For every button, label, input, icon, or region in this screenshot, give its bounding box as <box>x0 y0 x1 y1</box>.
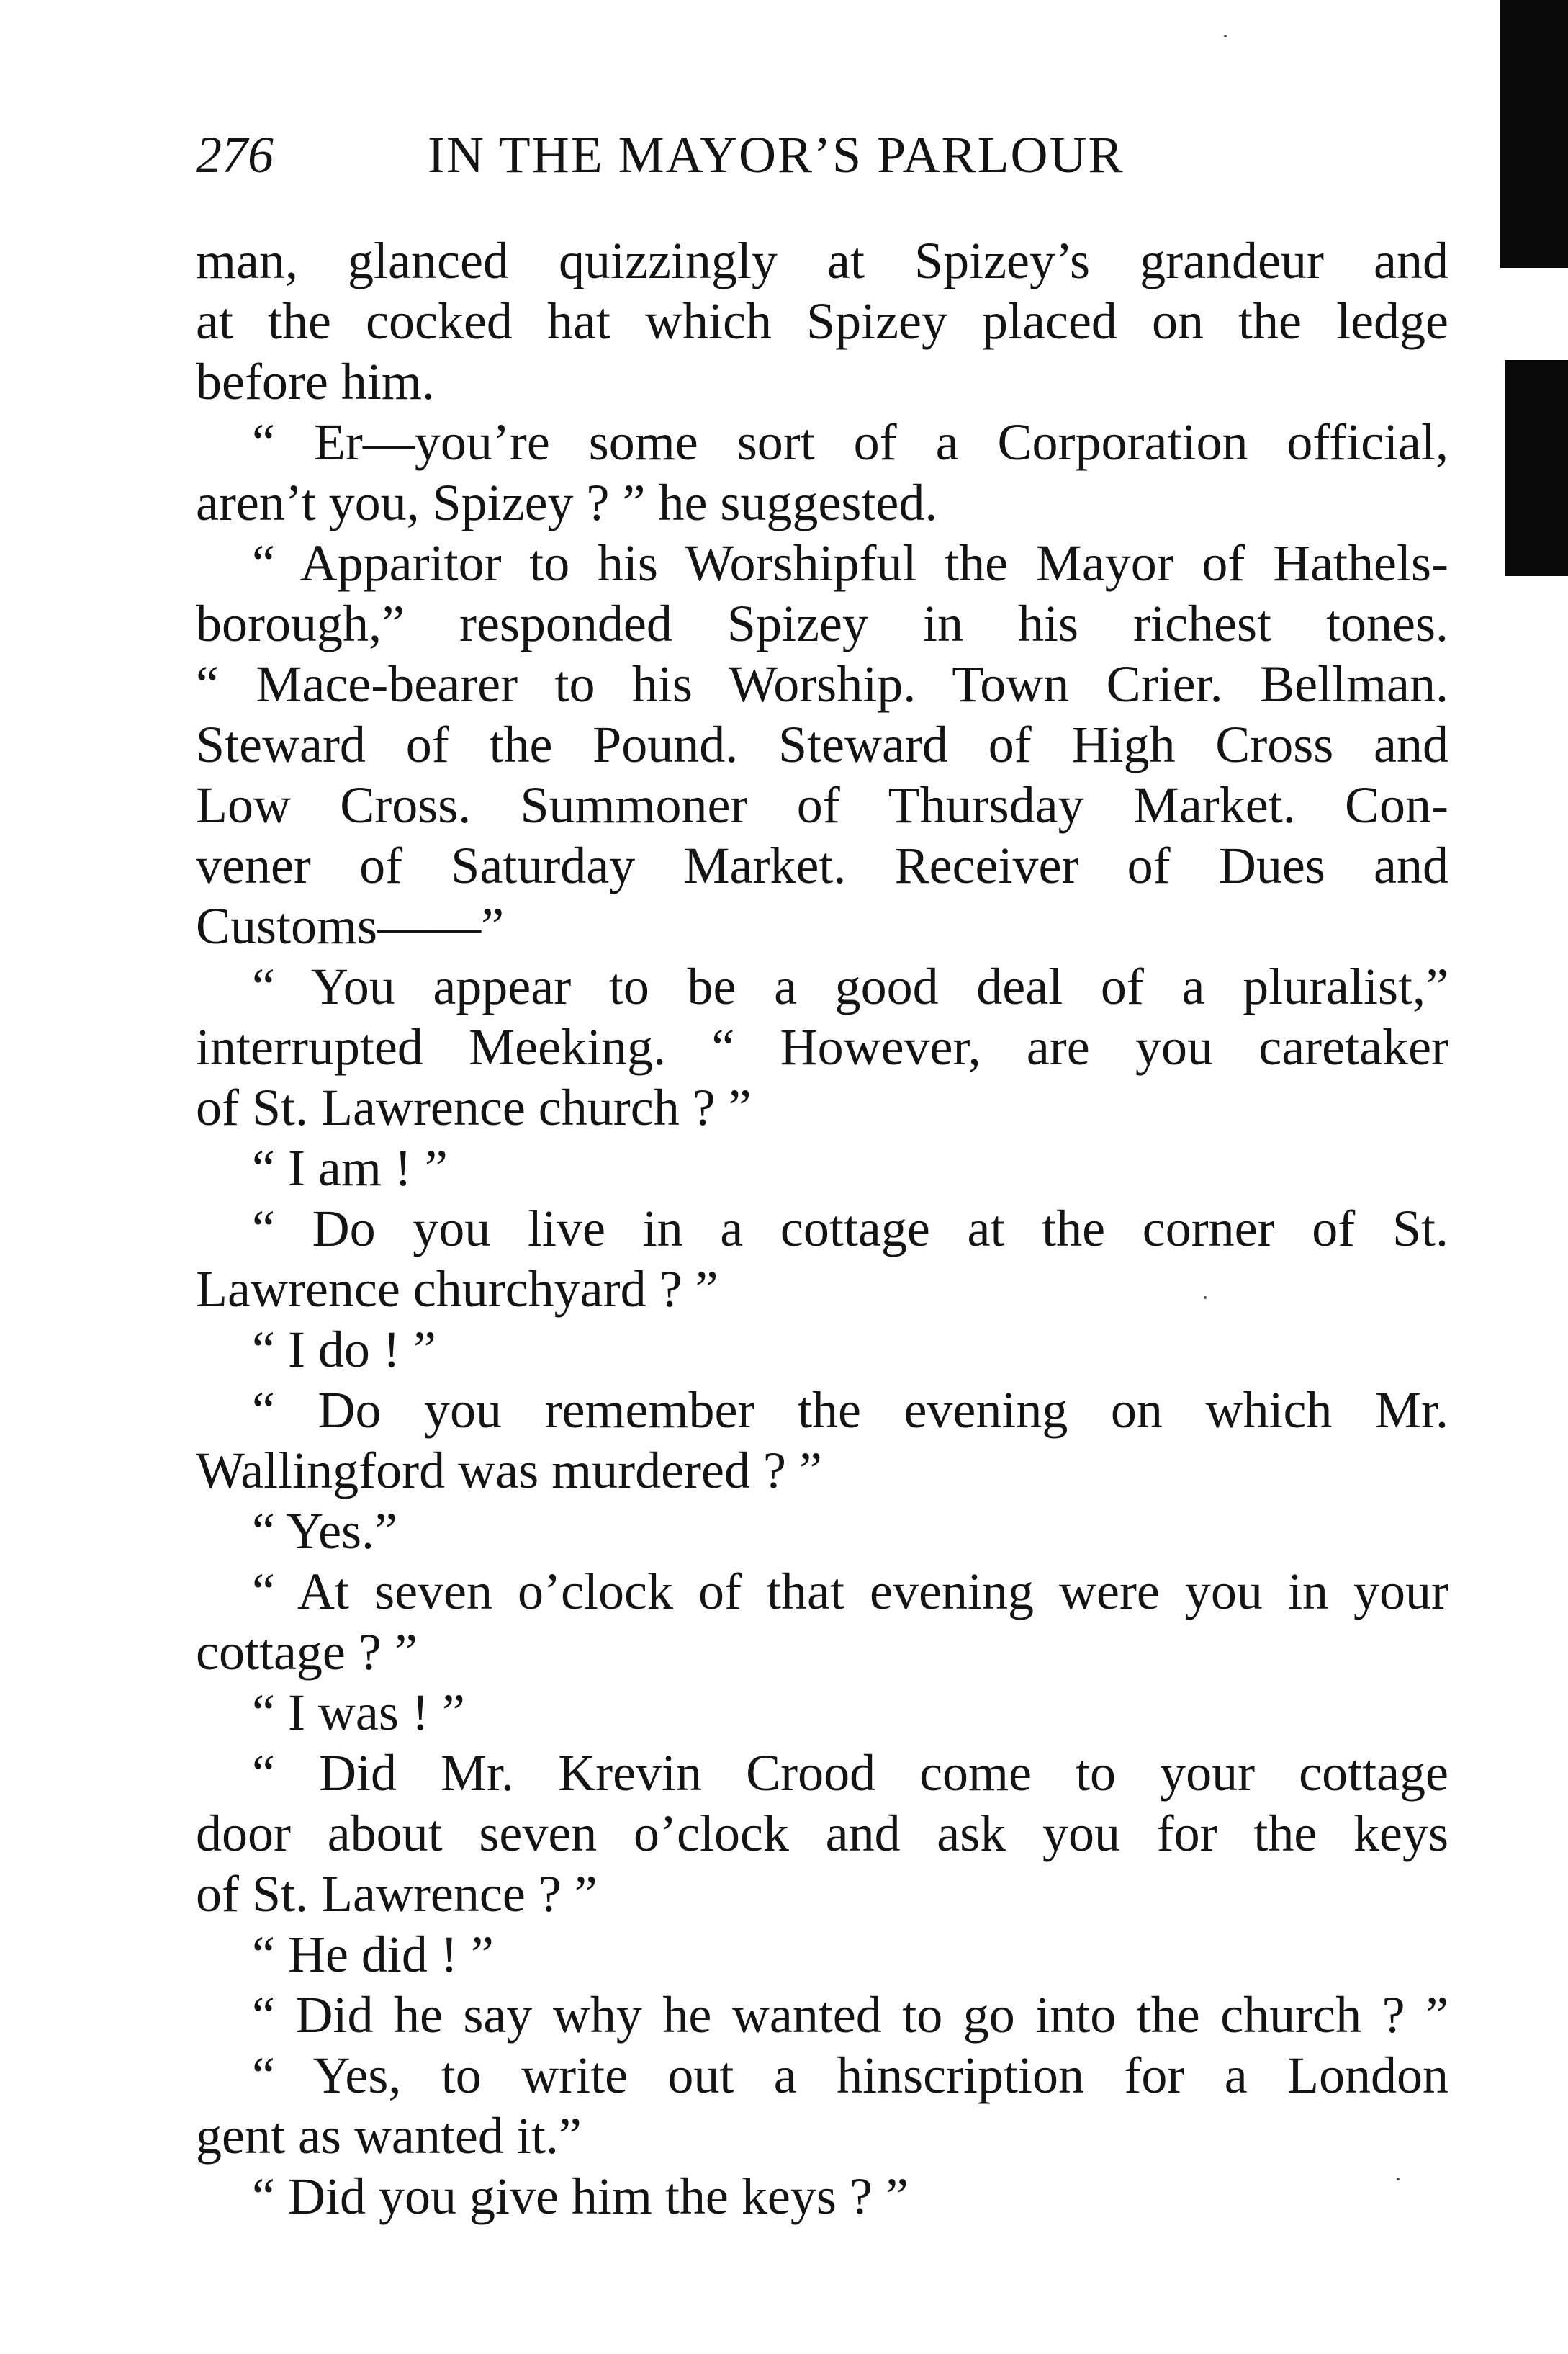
text-line: Steward of the Pound. Steward of High Cross and <box>196 716 1448 773</box>
text-line: borough,” responded Spizey in his richest tones. <box>196 595 1448 652</box>
text-line: of St. Lawrence church ? ” <box>196 1079 752 1136</box>
text-line: interrupted Meeking. “ However, are you caretaker <box>196 1018 1448 1076</box>
page-number: 276 <box>196 126 274 184</box>
text-line: at the cocked hat which Spizey placed on the ledge <box>196 292 1448 350</box>
text-line: man, glanced quizzingly at Spizey’s grandeur and <box>196 232 1448 289</box>
text-line: “ Did he say why he wanted to go into the church ? ” <box>252 1986 1448 2044</box>
text-line: “ Do you remember the evening on which Mr. <box>252 1381 1448 1439</box>
text-line: before him. <box>196 353 435 410</box>
text-line: door about seven o’clock and ask you for the keys <box>196 1805 1448 1862</box>
text-line: “ Apparitor to his Worshipful the Mayor of Hathels- <box>252 534 1448 592</box>
text-line: of St. Lawrence ? ” <box>196 1865 598 1923</box>
text-line: “ Yes, to write out a hinscription for a London <box>252 2047 1448 2104</box>
scan-edge-artifact <box>1505 360 1568 576</box>
text-line: “ I was ! ” <box>252 1684 465 1741</box>
text-line: aren’t you, Spizey ? ” he suggested. <box>196 474 938 531</box>
scan-speck <box>1224 35 1227 37</box>
running-head: IN THE MAYOR’S PARLOUR <box>428 126 1125 184</box>
text-line: Lawrence churchyard ? ” <box>196 1260 718 1318</box>
page-header <box>196 122 1463 187</box>
text-line: “ I am ! ” <box>252 1139 448 1197</box>
text-line: “ Er—you’re some sort of a Corporation official, <box>252 413 1448 471</box>
text-line: vener of Saturday Market. Receiver of Dues and <box>196 837 1448 894</box>
text-line: cottage ? ” <box>196 1623 418 1681</box>
text-line: “ At seven o’clock of that evening were you in your <box>252 1563 1448 1620</box>
text-line: “ Did you give him the keys ? ” <box>252 2167 909 2225</box>
text-line: “ Do you live in a cottage at the corner of St. <box>252 1200 1448 1257</box>
text-line: Customs——” <box>196 897 505 955</box>
text-line: gent as wanted it.” <box>196 2107 582 2165</box>
text-line: “ Yes.” <box>252 1502 398 1560</box>
text-line: “ Did Mr. Krevin Crood come to your cottage <box>252 1744 1448 1802</box>
text-line: “ I do ! ” <box>252 1321 436 1378</box>
text-line: “ He did ! ” <box>252 1926 494 1983</box>
text-line: “ Mace-bearer to his Worship. Town Crier. Bellman. <box>196 655 1448 713</box>
text-line: Wallingford was murdered ? ” <box>196 1442 822 1499</box>
text-line: “ You appear to be a good deal of a pluralist,” <box>252 958 1448 1015</box>
scan-edge-artifact <box>1500 0 1568 268</box>
body-text <box>196 230 1448 2227</box>
text-line: Low Cross. Summoner of Thursday Market. Con- <box>196 776 1448 834</box>
